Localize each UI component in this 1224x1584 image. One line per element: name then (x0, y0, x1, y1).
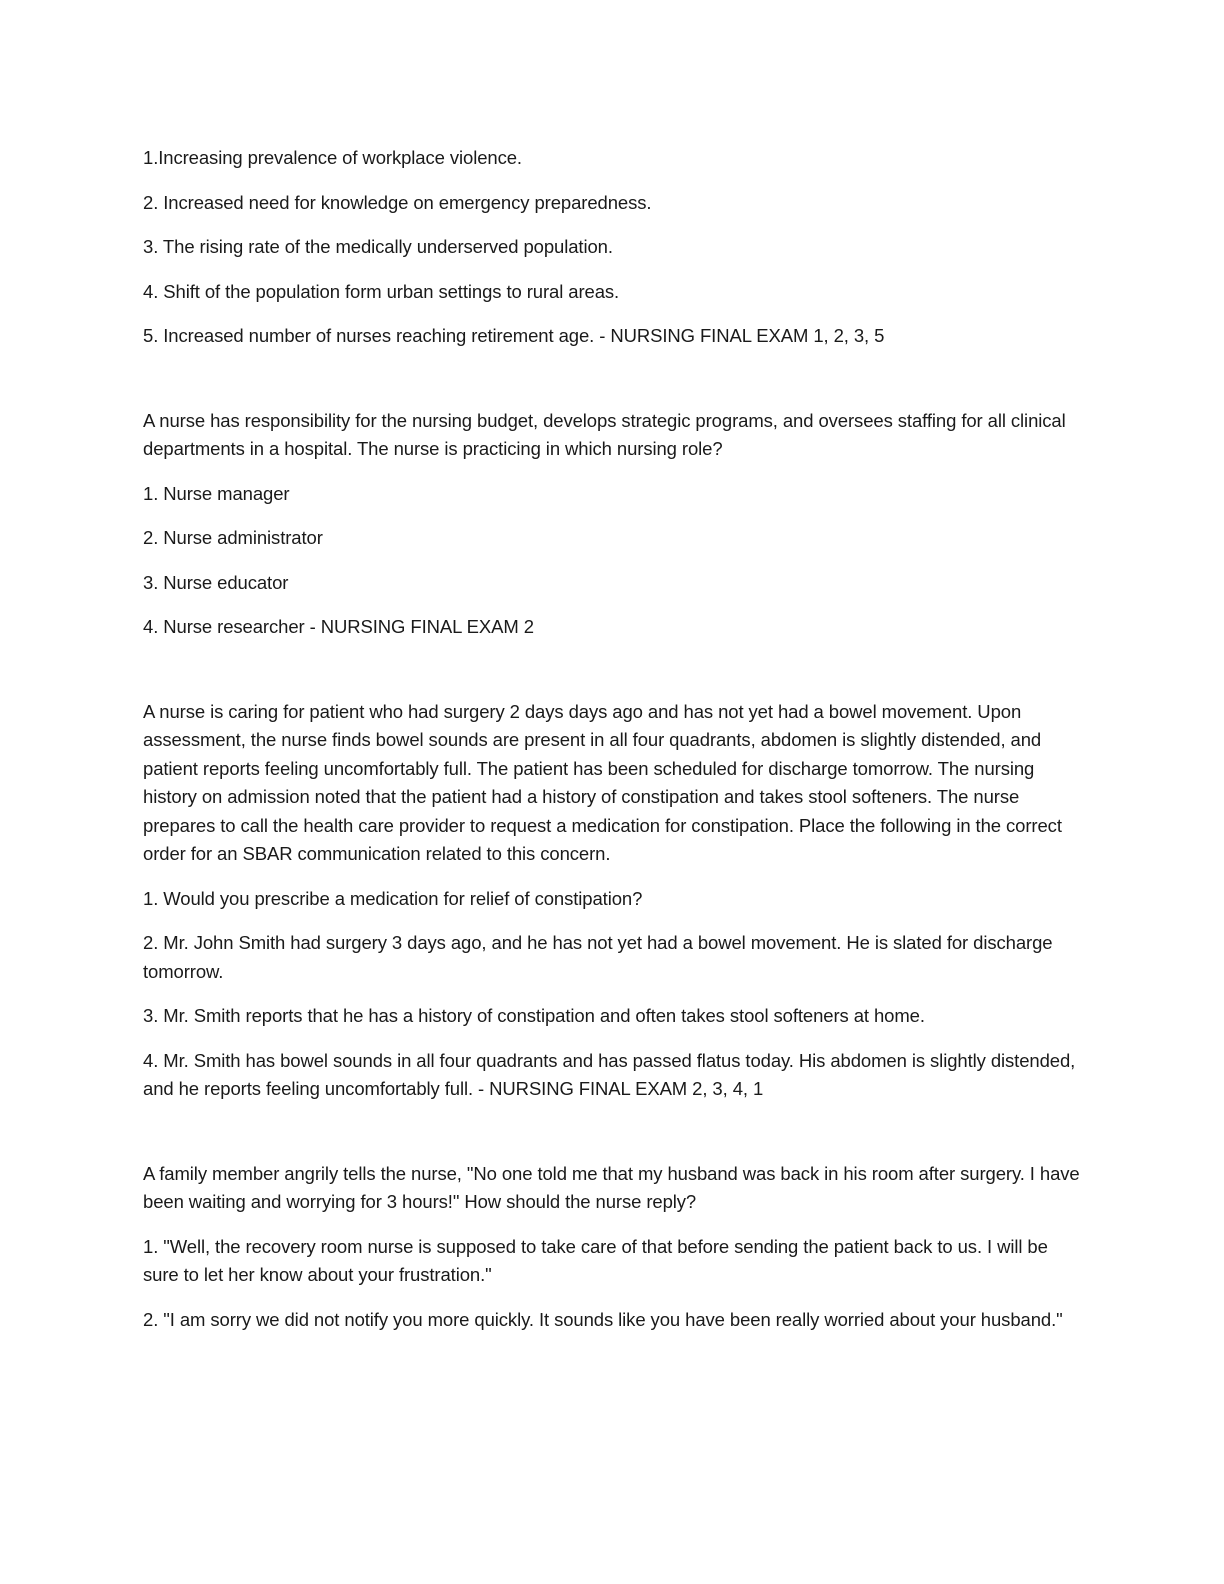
option-text: 3. Mr. Smith reports that he has a history of constipation and often takes stool softeners at home. (143, 1005, 925, 1026)
option-text: 4. Nurse researcher - NURSING FINAL EXAM 2 (143, 616, 534, 637)
option-text: 2. "I am sorry we did not notify you more quickly. It sounds like you have been really worried about your husband." (143, 1308, 1063, 1330)
question-block-1 (143, 144, 1083, 351)
question-text: A family member angrily tells the nurse, "No one told me that my husband was back in his room after surgery. I have been waiting and worrying for 3 hours!" How should the nurse reply? (143, 1162, 1080, 1212)
option-text: 3. Nurse educator (143, 571, 289, 593)
option-text: 5. Increased number of nurses reaching retirement age. - NURSING FINAL EXAM 1, 2, 3, 5 (143, 325, 885, 346)
option-text: 4. Mr. Smith has bowel sounds in all four quadrants and has passed flatus today. His abdomen is slightly distended, and he reports feeling uncomfortably full. - NURSING FINAL EXAM 2, 3, 4, 1 (143, 1049, 1076, 1099)
question-block-2 (143, 407, 1083, 642)
option-text: 1. Nurse manager (143, 482, 290, 504)
option-text: 2. Increased need for knowledge on emergency preparedness. (143, 191, 652, 213)
question-block-4 (143, 1160, 1083, 1335)
block-spacer (143, 367, 1083, 407)
question-text: A nurse has responsibility for the nursing budget, develops strategic programs, and oversees staffing for all clinical departments in a hospital. The nurse is practicing in which nursing role? (143, 409, 1066, 459)
question-text: A nurse is caring for patient who had surgery 2 days days ago and has not yet had a bowel movement. Upon assessment, the nurse finds bowel sounds are present in all four quadrants, abdomen is slightly distended, and patient reports feeling uncomfortably full. The patient has been scheduled for discharge tomorrow. The nursing history on admission noted that the patient had a history of constipation and takes stool softeners. The nurse prepares to call the health care provider to request a medication for constipation. Place the following in the correct order for an SBAR communication related to this concern. (143, 700, 1062, 864)
question-block-3 (143, 698, 1083, 1104)
block-spacer (143, 658, 1083, 698)
block-spacer (143, 1120, 1083, 1160)
option-text: 1. Would you prescribe a medication for relief of constipation? (143, 887, 643, 909)
option-text: 1. "Well, the recovery room nurse is supposed to take care of that before sending the patient back to us. I will be sure to let her know about your frustration." (143, 1235, 1048, 1285)
option-text: 4. Shift of the population form urban settings to rural areas. (143, 280, 620, 302)
option-text: 1.Increasing prevalence of workplace violence. (143, 147, 522, 168)
option-text: 3. The rising rate of the medically underserved population. (143, 236, 613, 257)
option-text: 2. Nurse administrator (143, 527, 323, 548)
document-body (143, 144, 1083, 1350)
option-text: 2. Mr. John Smith had surgery 3 days ago, and he has not yet had a bowel movement. He is slated for discharge tomorrow. (143, 932, 1053, 982)
